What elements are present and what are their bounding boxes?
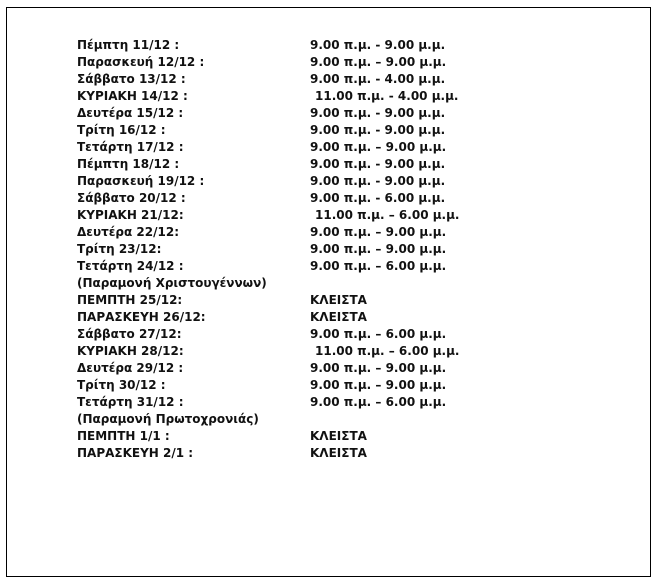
day-label: ΠΕΜΠΤΗ 25/12: [77, 293, 183, 307]
hours-value: 9.00 π.μ. - 9.00 μ.μ. [310, 123, 446, 137]
closed-status: ΚΛΕΙΣΤΑ [310, 293, 367, 307]
day-label: Τετάρτη 31/12 : [77, 395, 184, 409]
hours-value: 9.00 π.μ. – 9.00 μ.μ. [310, 55, 447, 69]
hours-value: 9.00 π.μ. - 4.00 μ.μ. [310, 72, 446, 86]
hours-value: 9.00 π.μ. – 9.00 μ.μ. [310, 378, 447, 392]
day-label: ΚΥΡΙΑΚΗ 28/12: [77, 344, 184, 358]
hours-value: 9.00 π.μ. – 9.00 μ.μ. [310, 140, 447, 154]
day-label: Σάββατο 13/12 : [77, 72, 186, 86]
hours-value: 9.00 π.μ. – 9.00 μ.μ. [310, 361, 447, 375]
hours-value: 9.00 π.μ. – 9.00 μ.μ. [310, 242, 447, 256]
hours-value: 11.00 π.μ. – 6.00 μ.μ. [315, 208, 460, 222]
closed-status: ΚΛΕΙΣΤΑ [310, 310, 367, 324]
hours-value: 9.00 π.μ. – 9.00 μ.μ. [310, 225, 447, 239]
closed-status: ΚΛΕΙΣΤΑ [310, 429, 367, 443]
day-label: Δευτέρα 29/12 : [77, 361, 184, 375]
day-label: Τρίτη 23/12: [77, 242, 162, 256]
day-label: ΚΥΡΙΑΚΗ 14/12 : [77, 89, 188, 103]
day-label: Σάββατο 20/12 : [77, 191, 186, 205]
day-label: Σάββατο 27/12: [77, 327, 182, 341]
day-label: Τετάρτη 24/12 : [77, 259, 184, 273]
day-label: Δευτέρα 22/12: [77, 225, 179, 239]
day-label: ΚΥΡΙΑΚΗ 21/12: [77, 208, 184, 222]
day-label: Πέμπτη 18/12 : [77, 157, 180, 171]
day-label: Παρασκευή 19/12 : [77, 174, 205, 188]
day-label: Τετάρτη 17/12 : [77, 140, 184, 154]
day-label: Τρίτη 30/12 : [77, 378, 166, 392]
day-label: Πέμπτη 11/12 : [77, 38, 180, 52]
hours-value: 9.00 π.μ. - 9.00 μ.μ. [310, 106, 446, 120]
holiday-note: (Παραμονή Χριστουγέννων) [77, 276, 267, 290]
hours-value: 9.00 π.μ. - 9.00 μ.μ. [310, 38, 446, 52]
hours-value: 9.00 π.μ. - 9.00 μ.μ. [310, 157, 446, 171]
day-label: ΠΕΜΠΤΗ 1/1 : [77, 429, 170, 443]
hours-value: 9.00 π.μ. – 6.00 μ.μ. [310, 259, 447, 273]
day-label: Παρασκευή 12/12 : [77, 55, 205, 69]
hours-value: 9.00 π.μ. - 6.00 μ.μ. [310, 191, 446, 205]
closed-status: ΚΛΕΙΣΤΑ [310, 446, 367, 460]
schedule-frame [6, 7, 651, 577]
hours-value: 9.00 π.μ. - 9.00 μ.μ. [310, 174, 446, 188]
hours-value: 9.00 π.μ. – 6.00 μ.μ. [310, 395, 447, 409]
hours-value: 11.00 π.μ. – 6.00 μ.μ. [315, 344, 460, 358]
day-label: Δευτέρα 15/12 : [77, 106, 184, 120]
day-label: ΠΑΡΑΣΚΕΥΗ 2/1 : [77, 446, 194, 460]
holiday-note: (Παραμονή Πρωτοχρονιάς) [77, 412, 259, 426]
hours-value: 11.00 π.μ. - 4.00 μ.μ. [315, 89, 459, 103]
day-label: Τρίτη 16/12 : [77, 123, 166, 137]
day-label: ΠΑΡΑΣΚΕΥΗ 26/12: [77, 310, 206, 324]
hours-value: 9.00 π.μ. – 6.00 μ.μ. [310, 327, 447, 341]
